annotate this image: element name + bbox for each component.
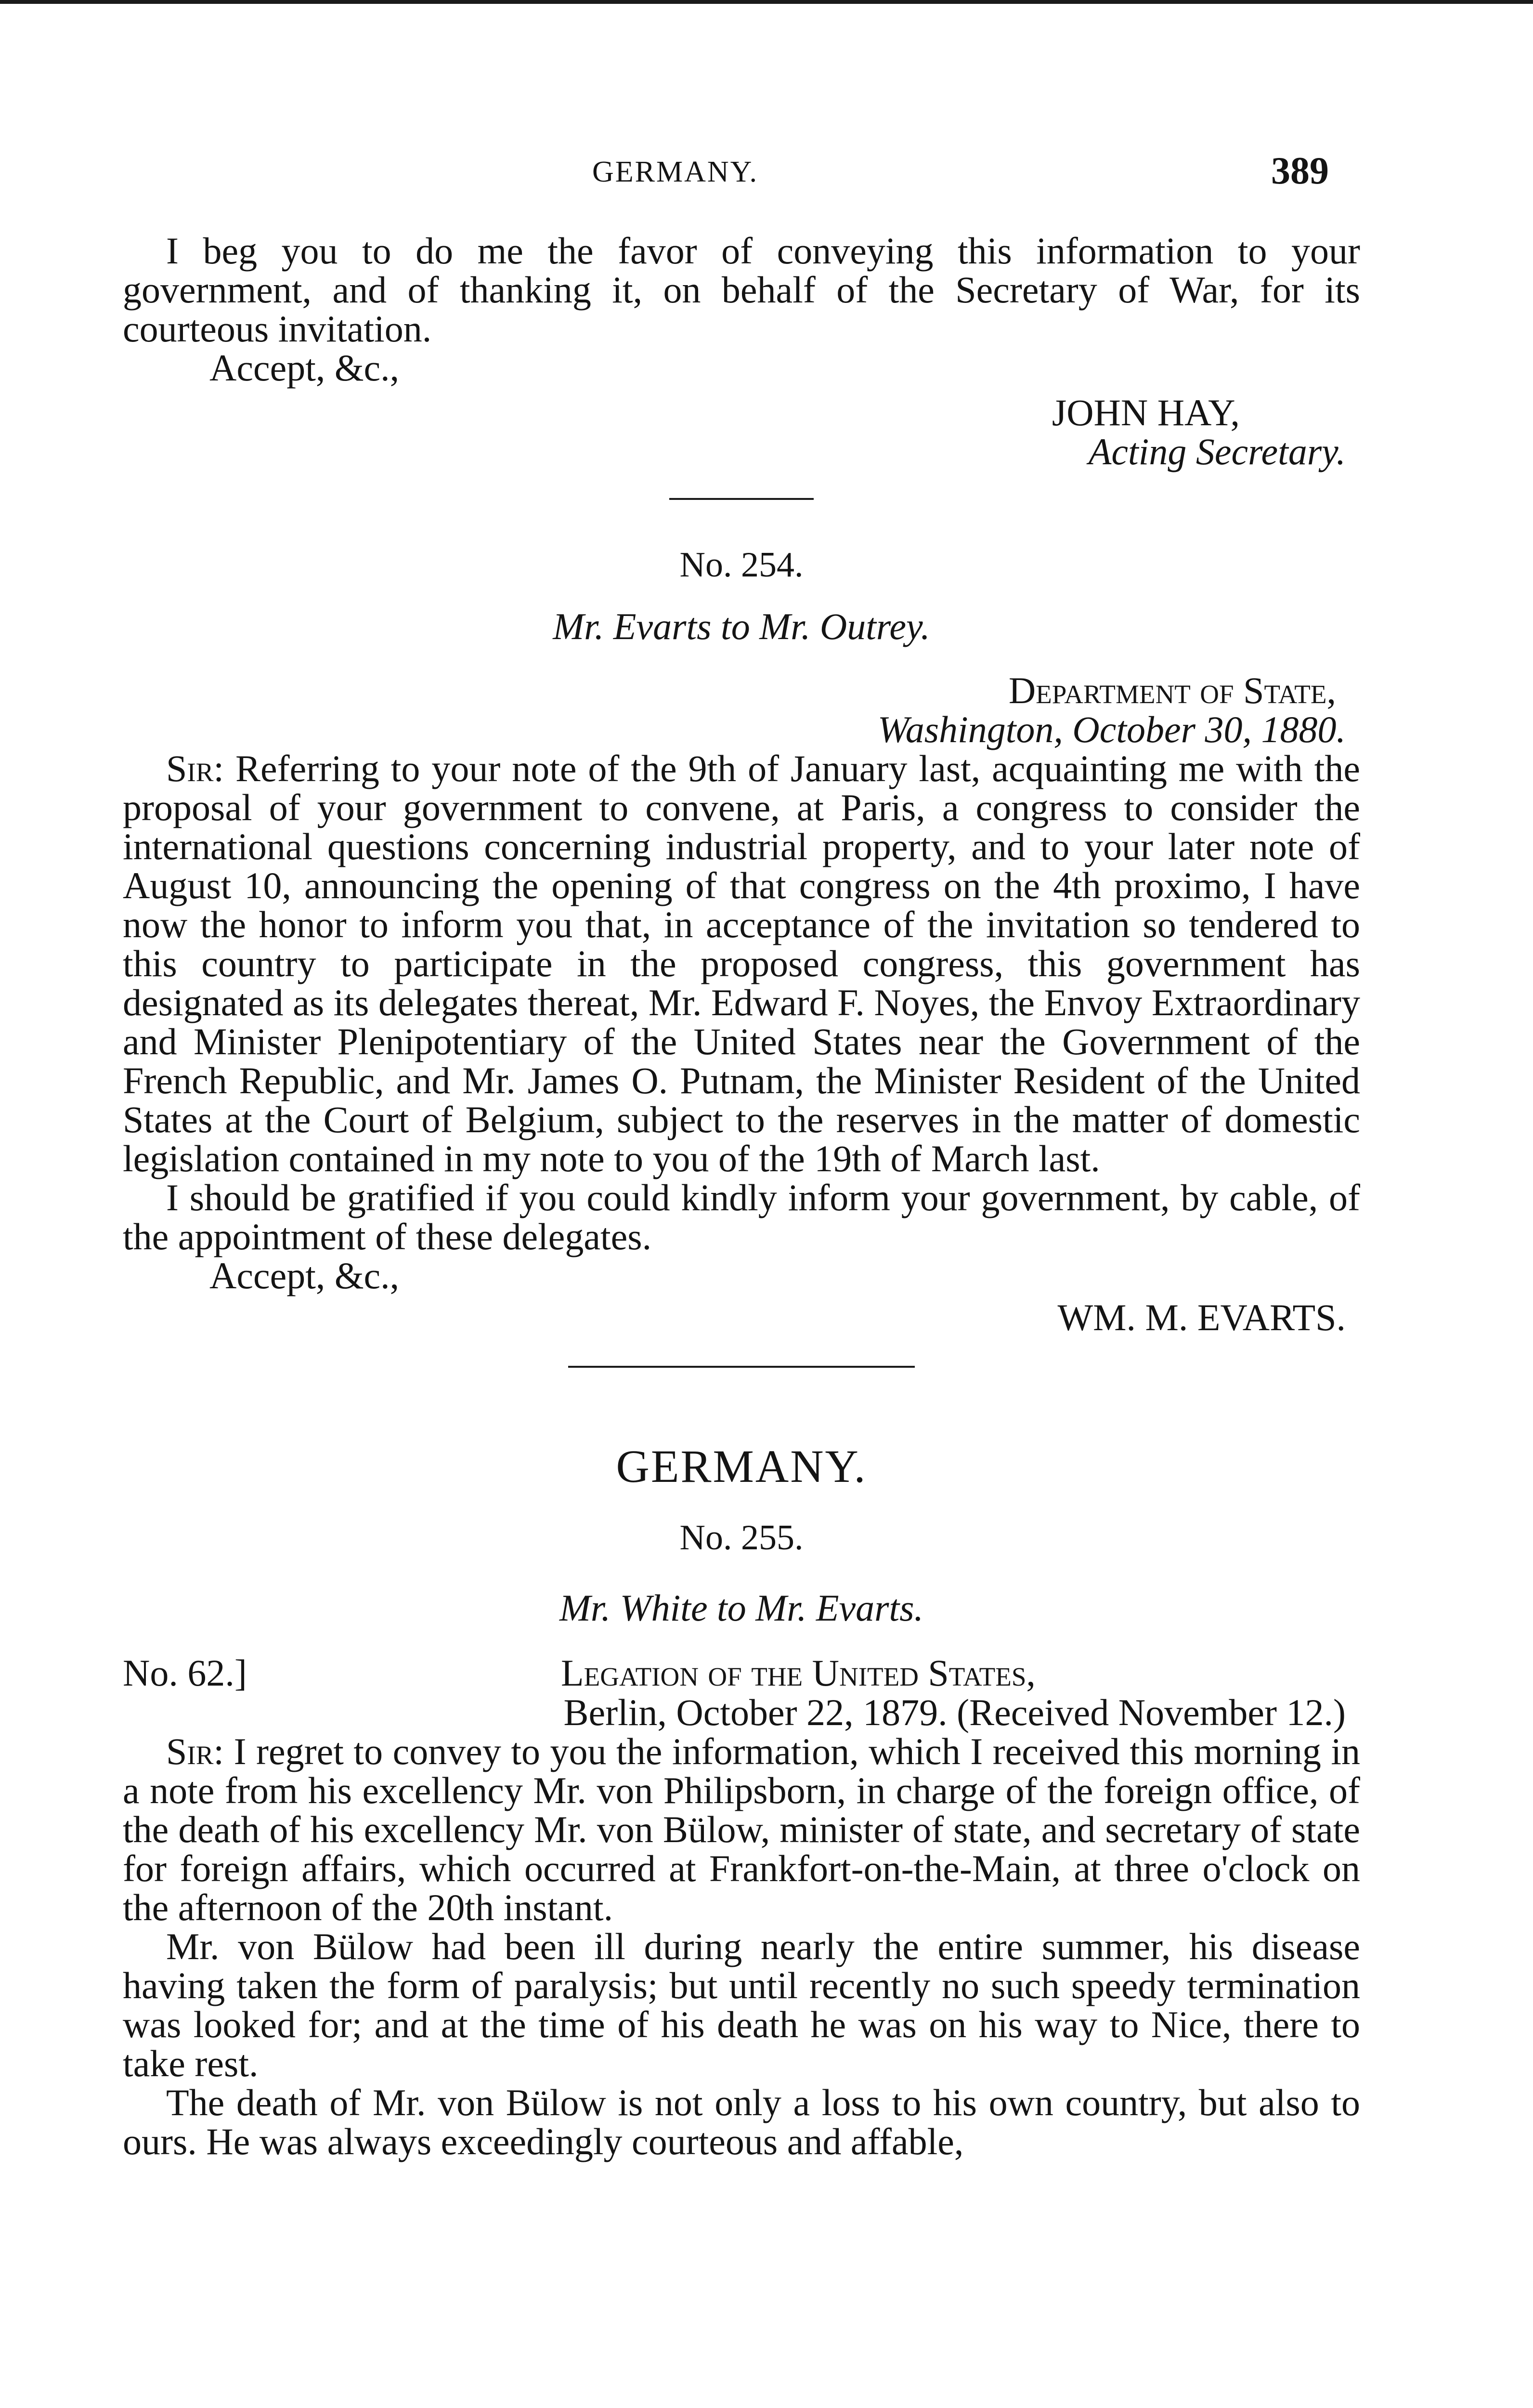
letter-255-date-line: Berlin, October 22, 1879. (Received November 12.) [563,1691,1346,1733]
letter-254-paragraph-2: I should be gratified if you could kindly inform your government, by cable, of the appointment of these delegates. [123,1177,1360,1257]
letter-255-place-line-1: Legation of the United States, [561,1652,1036,1694]
divider-short [669,498,814,500]
letter-255-heading [123,1651,1360,1693]
letter-254-paragraph-1 [123,749,1360,1178]
letter-255-paragraph-2: Mr. von Bülow had been ill during nearly the entire summer, his disease having taken the form of paralysis; but until recently no such speedy termination was looked for; and at the time of his death he was on his way to Nice, there to take rest. [123,1925,1360,2084]
letter-253-paragraph: I beg you to do me the favor of conveying this information to your government, and of thanking it, on behalf of the Secretary of War, for its courteous invitation. [123,230,1360,350]
letter-254-date-line [123,710,1360,749]
letter-254-salutation: Sir: [166,747,224,789]
divider-long [568,1366,915,1368]
letter-255-salutation: Sir: [166,1730,224,1772]
letter-255-paragraph-1-text: I regret to convey to you the information, which I received this morning in a note from his excellency Mr. von Philipsborn, in charge of the foreign office, of the death of his excellency Mr. von Bülow, minister of state, and secretary of state for foreign affairs, which occurred at Frankfort-on-the-Main, at three o'clock on the afternoon of the 20th instant. [123,1730,1361,1928]
running-head-title: GERMANY. [592,156,758,188]
letter-254-signature: WM. M. EVARTS. [1057,1296,1346,1338]
letter-254-place-line-2: Washington, October 30, 1880. [877,708,1346,750]
letter-255-ref-number: No. 62.] [123,1652,247,1694]
top-border-rule [0,0,1533,4]
letter-254-number: No. 254. [679,545,804,585]
page-content [123,231,1360,2161]
letter-253-signature-name: JOHN HAY, [1052,392,1240,433]
section-title: GERMANY. [616,1440,867,1492]
letter-253-signature-title: Acting Secretary. [1088,431,1346,472]
letter-254-paragraph-1-text: Referring to your note of the 9th of January last, acquainting me with the proposal of your government to convene, at Paris, a congress to consider the international questions concerning industrial property, and to your later note of August 10, announcing the opening of that congress on the 4th proximo, I have now the honor to inform you that, in acceptance of the invitation so tendered to this country to participate in the proposed congress, this government has designated as its delegates thereat, Mr. Edward F. Noyes, the Envoy Extraordinary and Minister Plenipotentiary of the United States near the Government of the French Republic, and Mr. James O. Putnam, the Minister Resident of the United States at the Court of Belgium, subject to the reserves in the matter of domestic legislation contained in my note to you of the 19th of March last. [123,747,1360,1179]
letter-254-correspondents: Mr. Evarts to Mr. Outrey. [553,605,930,647]
letter-253-closing: Accept, &c., [209,347,400,389]
letter-255-paragraph-1 [123,1732,1360,1927]
running-head [0,150,1533,198]
letter-254-closing: Accept, &c., [209,1255,400,1296]
letter-255-paragraph-3: The death of Mr. von Bülow is not only a loss to his own country, but also to ours. He was always exceedingly courteous and affable, [123,2081,1360,2162]
letter-255-correspondents: Mr. White to Mr. Evarts. [559,1587,924,1629]
letter-255-number: No. 255. [679,1518,804,1557]
page-number: 389 [1271,150,1329,192]
letter-254-place-line-1: Department of State, [1008,669,1336,711]
